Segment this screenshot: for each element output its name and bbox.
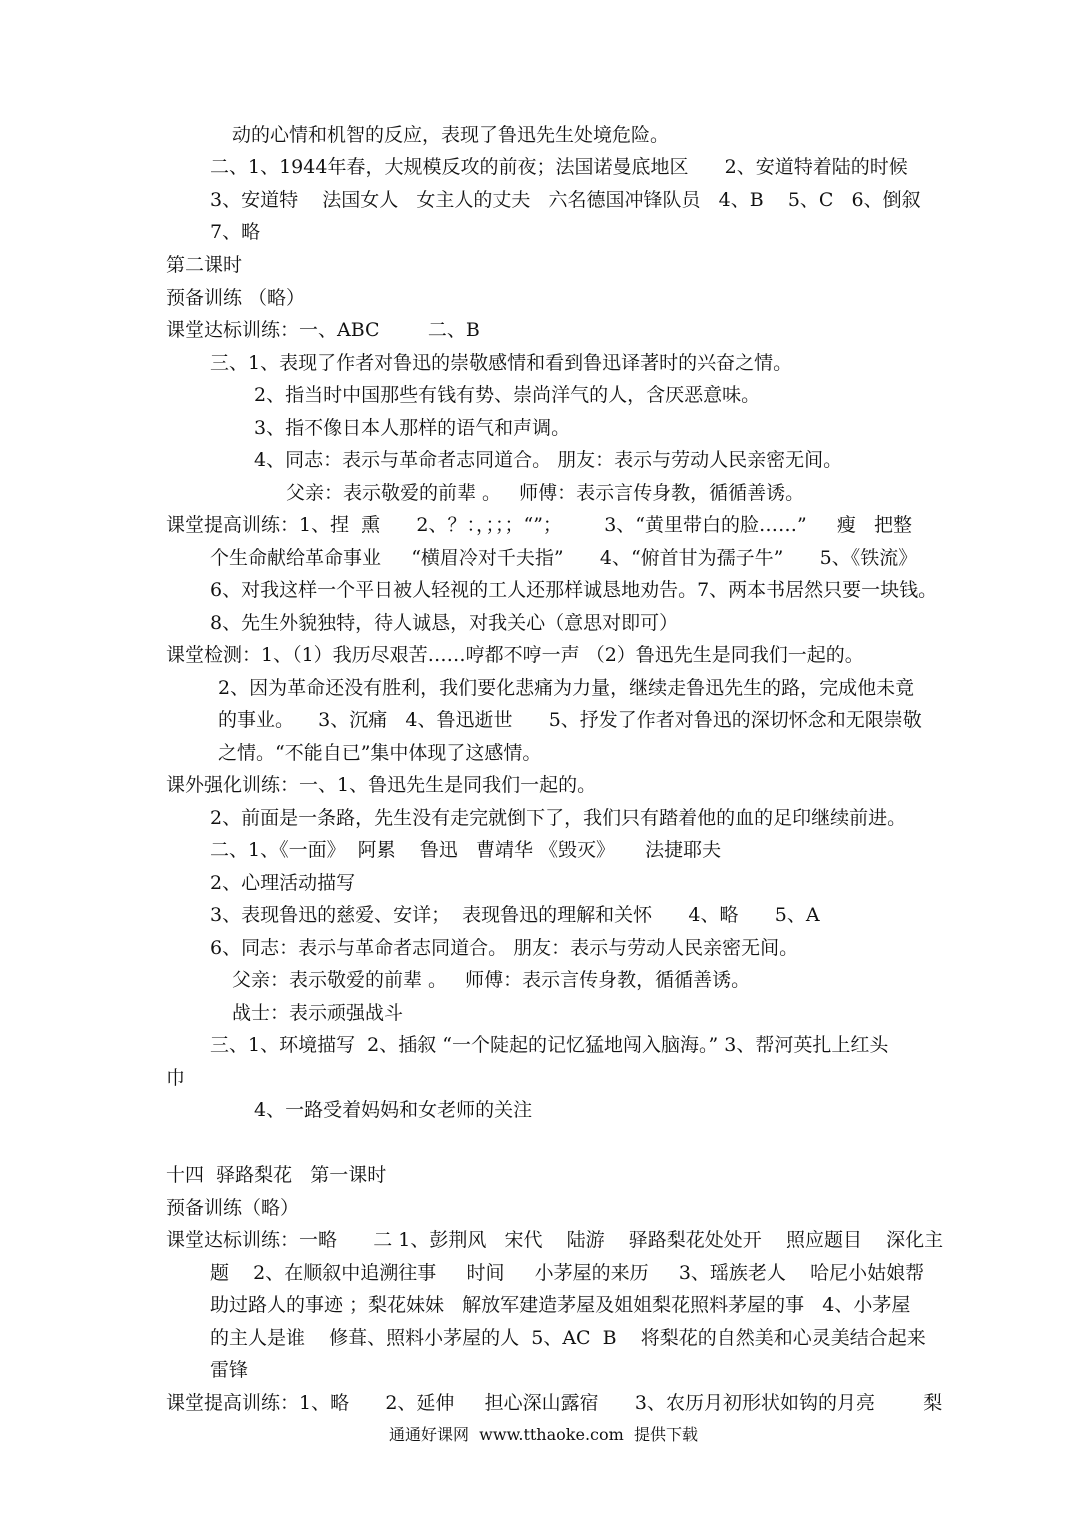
text-line: 预备训练（略） [166,1197,300,1219]
text-line: 动的心情和机智的反应，表现了鲁迅先生处境危险。 [232,124,670,146]
text-line: 2、前面是一条路，先生没有走完就倒下了，我们只有踏着他的血的足印继续前进。 [210,807,907,829]
text-line: 2、因为革命还没有胜利，我们要化悲痛为力量，继续走鲁迅先生的路，完成他未竟 [218,677,915,699]
text-line: 战士：表示顽强战斗 [232,1002,404,1024]
section-heading: 第二课时 [166,254,243,276]
text-line: 的主人是谁 修葺、照料小茅屋的人 5、AC B 将梨花的自然美和心灵美结合起来 [210,1327,926,1349]
text-line: 4、一路受着妈妈和女老师的关注 [254,1099,533,1121]
text-line: 6、同志：表示与革命者志同道合。 朋友：表示与劳动人民亲密无间。 [210,937,799,959]
text-line: 二、1、1944年春，大规模反攻的前夜；法国诺曼底地区 2、安道特着陆的时候 [210,156,908,178]
text-line: 课堂提高训练：1、略 2、延伸 担心深山露宿 3、农历月初形状如钩的月亮 梨 [166,1392,943,1414]
text-line: 3、安道特 法国女人 女主人的丈夫 六名德国冲锋队员 4、B 5、C 6、倒叙 [210,189,921,211]
text-line: 课堂提高训练：1、捏 熏 2、？：，；；；“”； 3、“黄里带白的脸……” 瘦 把整 [166,514,913,536]
text-line: 2、指当时中国那些有钱有势、崇尚洋气的人，含厌恶意味。 [254,384,761,406]
text-line: 6、对我这样一个平日被人轻视的工人还那样诚恳地劝告。7、两本书居然只要一块钱。 [210,579,938,601]
text-line: 巾 [166,1067,186,1089]
text-line: 课堂达标训练：一略 二 1、彭荆风 宋代 陆游 驿路梨花处处开 照应题目 深化主 [166,1229,944,1251]
text-line: 三、1、环境描写 2、插叙 “一个陡起的记忆猛地闯入脑海。” 3、帮河英扎上红头 [210,1034,889,1056]
text-line: 预备训练 （略） [166,287,306,309]
text-line: 课堂达标训练：一、ABC 二、B [166,319,480,341]
text-line: 7、略 [210,221,261,243]
text-line: 个生命献给革命事业 “横眉冷对千夫指” 4、“俯首甘为孺子牛” 5、《铁流》 [210,547,918,569]
text-line: 8、先生外貌独特，待人诚恳，对我关心（意思对即可） [210,612,679,634]
text-line: 课堂检测：1、（1）我历尽艰苦……哼都不哼一声 （2）鲁迅先生是同我们一起的。 [166,644,864,666]
text-line: 父亲：表示敬爱的前辈 。 师傅：表示言传身教，循循善诱。 [286,482,805,504]
text-line: 三、1、表现了作者对鲁迅的崇敬感情和看到鲁迅译著时的兴奋之情。 [210,352,793,374]
text-line: 父亲：表示敬爱的前辈 。 师傅：表示言传身教，循循善诱。 [232,969,751,991]
text-line: 题 2、在顺叙中追溯往事 时间 小茅屋的来历 3、瑶族老人 哈尼小姑娘帮 [210,1262,925,1284]
text-line: 的事业。 3、沉痛 4、鲁迅逝世 5、抒发了作者对鲁迅的深切怀念和无限崇敬 [218,709,922,731]
text-line: 雷锋 [210,1359,249,1381]
text-line: 2、心理活动描写 [210,872,356,894]
text-line: 之情。“不能自已”集中体现了这感情。 [218,742,542,764]
text-line: 二、1、《一面》 阿累 鲁迅 曹靖华 《毁灭》 法捷耶夫 [210,839,722,861]
text-line: 助过路人的事迹 ；梨花妹妹 解放军建造茅屋及姐姐梨花照料茅屋的事 4、小茅屋 [210,1294,911,1316]
text-line: 4、同志：表示与革命者志同道合。 朋友：表示与劳动人民亲密无间。 [254,449,843,471]
text-line: 3、表现鲁迅的慈爱、安详； 表现鲁迅的理解和关怀 4、略 5、A [210,904,820,926]
page-footer: 通通好课网 www.tthaoke.com 提供下载 [389,1425,698,1444]
section-heading: 十四 驿路梨花 第一课时 [166,1164,387,1186]
text-line: 课外强化训练：一、1、鲁迅先生是同我们一起的。 [166,774,597,796]
text-line: 3、指不像日本人那样的语气和声调。 [254,417,571,439]
